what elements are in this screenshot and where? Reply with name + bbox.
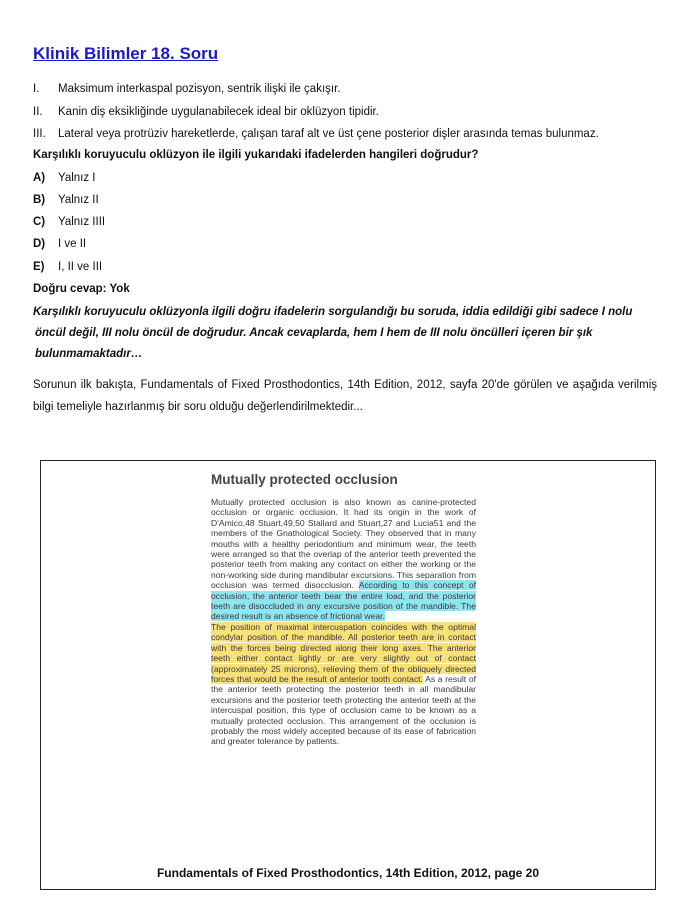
explanation	[33, 302, 657, 365]
option-c	[33, 216, 105, 228]
statement-number: I.	[33, 83, 40, 95]
book-excerpt	[211, 472, 476, 747]
excerpt-paragraph-1: Mutually protected occlusion is also known as canine-protected occlusion or organic occlusion. It had its origin in the work of D'Amico,48 Stuart,49,50 Stallard and Stuart,27 and Lucia51 and the members of the Gnathological Society. They observed that in many mouths with a healthy periodontium and minimum wear, the teeth were arranged so that the overlap of the anterior teeth prevented the posterior teeth from making any contact on either the working or the non-working side during mandibular excursions. This separation from occlusion was termed disocclusion.	[211, 497, 476, 591]
option-letter: E)	[33, 261, 45, 273]
option-text: Yalnız IIII	[58, 216, 106, 228]
statement-text: Kanin diş eksikliğinde uygulanabilecek ideal bir oklüzyon tipidir.	[58, 106, 379, 118]
option-text: Yalnız I	[58, 172, 96, 184]
option-d	[33, 238, 86, 250]
option-letter: B)	[33, 194, 46, 206]
excerpt-paragraph-2: As a result of the anterior teeth protecting the posterior teeth in all mandibular excursions and the posterior teeth protecting the anterior teeth at the intercuspal position, this type of occlusion came to be known as a mutually protected occlusion. This arrangement of the occlusion is probably the most widely accepted because of its ease of fabrication and greater tolerance by patients.	[211, 673, 477, 747]
explanation-line: bulunmamaktadır…	[35, 348, 143, 360]
option-letter: A)	[33, 172, 46, 184]
statement-text: Maksimum interkaspal pozisyon, sentrik ilişki ile çakışır.	[58, 83, 341, 95]
statement-number: II.	[33, 106, 43, 118]
excerpt-yellow-highlight: The position of maximal intercuspation coincides with the optimal condylar position of the mandible. All posterior teeth are in contact with the forces being directed along their long axes. The anterior teeth either contact lightly or are very slightly out of contact (approximately 25 microns), relieving them of the obliquely directed forces that would be the result of anterior tooth contact.	[211, 621, 476, 684]
option-b	[33, 194, 99, 206]
excerpt-caption: Fundamentals of Fixed Prosthodontics, 14th Edition, 2012, page 20	[156, 866, 540, 880]
option-letter: D)	[33, 238, 46, 250]
option-e	[33, 261, 102, 273]
statement-3	[33, 128, 599, 140]
option-text: Yalnız II	[58, 194, 99, 206]
source-note: Sorunun ilk bakışta, Fundamentals of Fixed Prosthodontics, 14th Edition, 2012, sayfa 20'de görülen ve aşağıda verilmiş bilgi temeliyle hazırlanmış bir soru olduğu değerlendirilmektedir...	[33, 379, 657, 413]
correct-answer: Doğru cevap: Yok	[33, 283, 130, 295]
question-text: Karşılıklı koruyuculu oklüzyon ile ilgili yukarıdaki ifadelerden hangileri doğrudur?	[33, 149, 479, 161]
statement-text: Lateral veya protrüziv hareketlerde, çalışan taraf alt ve üst çene posterior dişler arasında temas bulunmaz.	[58, 128, 599, 140]
option-letter: C)	[33, 216, 46, 228]
statement-1	[33, 83, 340, 95]
excerpt-cyan-highlight: According to this concept of occlusion, the anterior teeth bear the entire load, and the posterior teeth are disoccluded in any excursive position of the mandible. The desired result is an absence of frictional wear.	[211, 580, 476, 622]
page-title: Klinik Bilimler 18. Soru	[33, 44, 219, 63]
excerpt-body	[211, 497, 476, 747]
excerpt-heading: Mutually protected occlusion	[211, 472, 398, 487]
statement-number: III.	[33, 128, 46, 140]
explanation-line: Karşılıklı koruyuculu oklüzyonla ilgili doğru ifadelerin sorgulandığı bu soruda, iddia edildiği gibi sadece I nolu	[33, 306, 633, 318]
statement-2	[33, 106, 379, 118]
option-text: I ve II	[58, 238, 87, 250]
option-text: I, II ve III	[58, 261, 103, 273]
explanation-line: öncül değil, III nolu öncül de doğrudur. Ancak cevaplarda, hem I hem de III nolu öncülleri içeren bir şık	[35, 327, 593, 339]
option-a	[33, 172, 96, 184]
